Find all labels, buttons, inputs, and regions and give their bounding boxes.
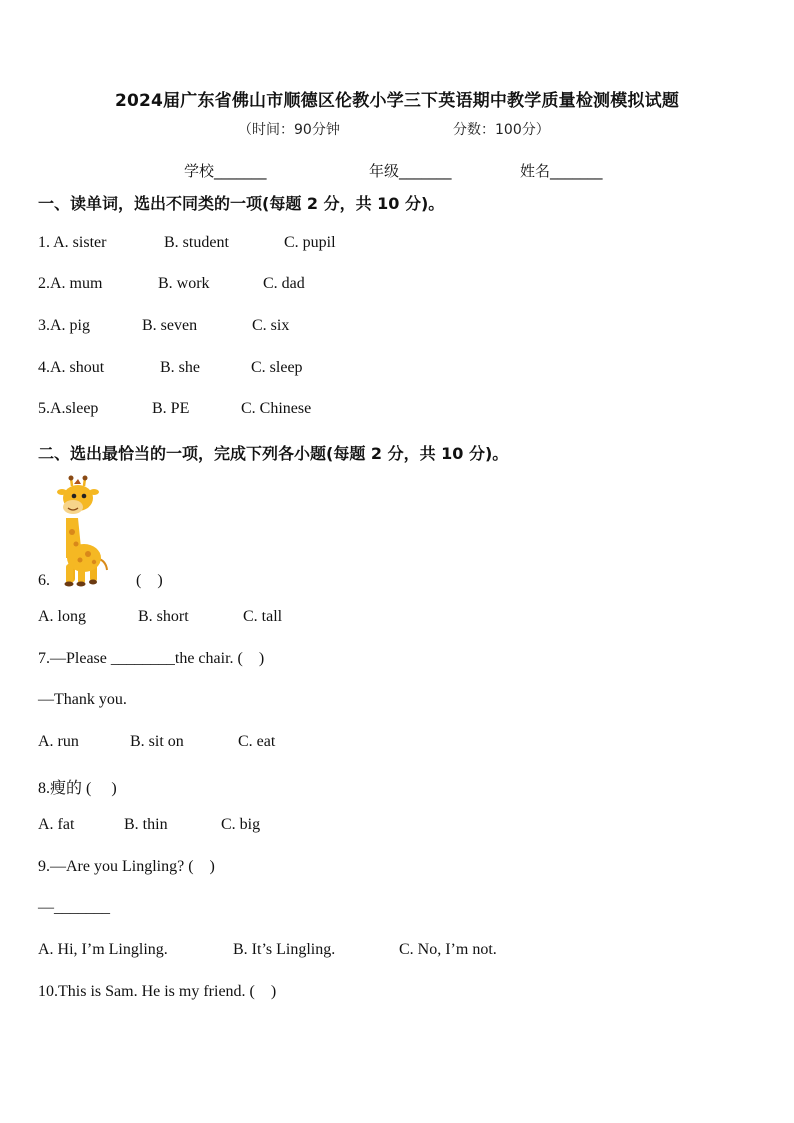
question-stem: 8.瘦的 ( ) [38,780,117,797]
question-option-b: B. seven [142,317,198,334]
option-b: B. sit on [130,733,184,750]
section1-heading: 一、读单词，选出不同类的一项(每题 2 分，共 10 分)。 [38,194,445,213]
question-number: 6. [38,572,50,589]
option-b: B. It’s Lingling. [233,941,336,958]
question-option-c: C. sleep [251,359,303,376]
page-title: 2024届广东省佛山市顺德区伦教小学三下英语期中教学质量检测模拟试题 [114,91,680,111]
question-option-a: 1. A. sister [38,234,107,251]
question-option-c: C. six [252,317,290,334]
question-option-a: 4.A. shout [38,359,105,376]
question-option-a: 2.A. mum [38,275,103,292]
question-stem: 10.This is Sam. He is my friend. ( ) [38,983,277,1000]
option-a: A. fat [38,816,75,833]
option-c: C. No, I’m not. [399,941,497,958]
question-stem: 7.—Please ________the chair. ( ) [38,650,265,667]
question-reply: —_______ [38,899,110,916]
question-option-c: C. dad [263,275,305,292]
name-field[interactable]: 姓名_______ [520,162,603,180]
option-a: A. long [38,608,86,625]
option-c: C. tall [243,608,283,625]
question-option-b: B. work [158,275,210,292]
question-stem: 9.—Are you Lingling? ( ) [38,858,215,875]
option-b: B. thin [124,816,168,833]
question-option-b: B. student [164,234,229,251]
option-b: B. short [138,608,189,625]
question-option-a: 5.A.sleep [38,400,99,417]
grade-field[interactable]: 年级_______ [369,162,452,180]
question-option-c: C. Chinese [241,400,312,417]
question-option-a: 3.A. pig [38,317,90,334]
section2-heading: 二、选出最恰当的一项，完成下列各小题(每题 2 分，共 10 分)。 [38,444,509,463]
exam-time: （时间：90分钟 [238,122,340,138]
giraffe-image [52,474,112,588]
school-field[interactable]: 学校_______ [184,162,267,180]
question-reply: —Thank you. [38,691,127,708]
option-a: A. Hi, I’m Lingling. [38,941,168,958]
question-option-b: B. she [160,359,200,376]
question-option-b: B. PE [152,400,190,417]
exam-score: 分数：100分） [453,122,550,138]
option-c: C. big [221,816,261,833]
answer-blank[interactable]: ( ) [136,572,163,589]
question-option-c: C. pupil [284,234,336,251]
option-a: A. run [38,733,79,750]
option-c: C. eat [238,733,276,750]
